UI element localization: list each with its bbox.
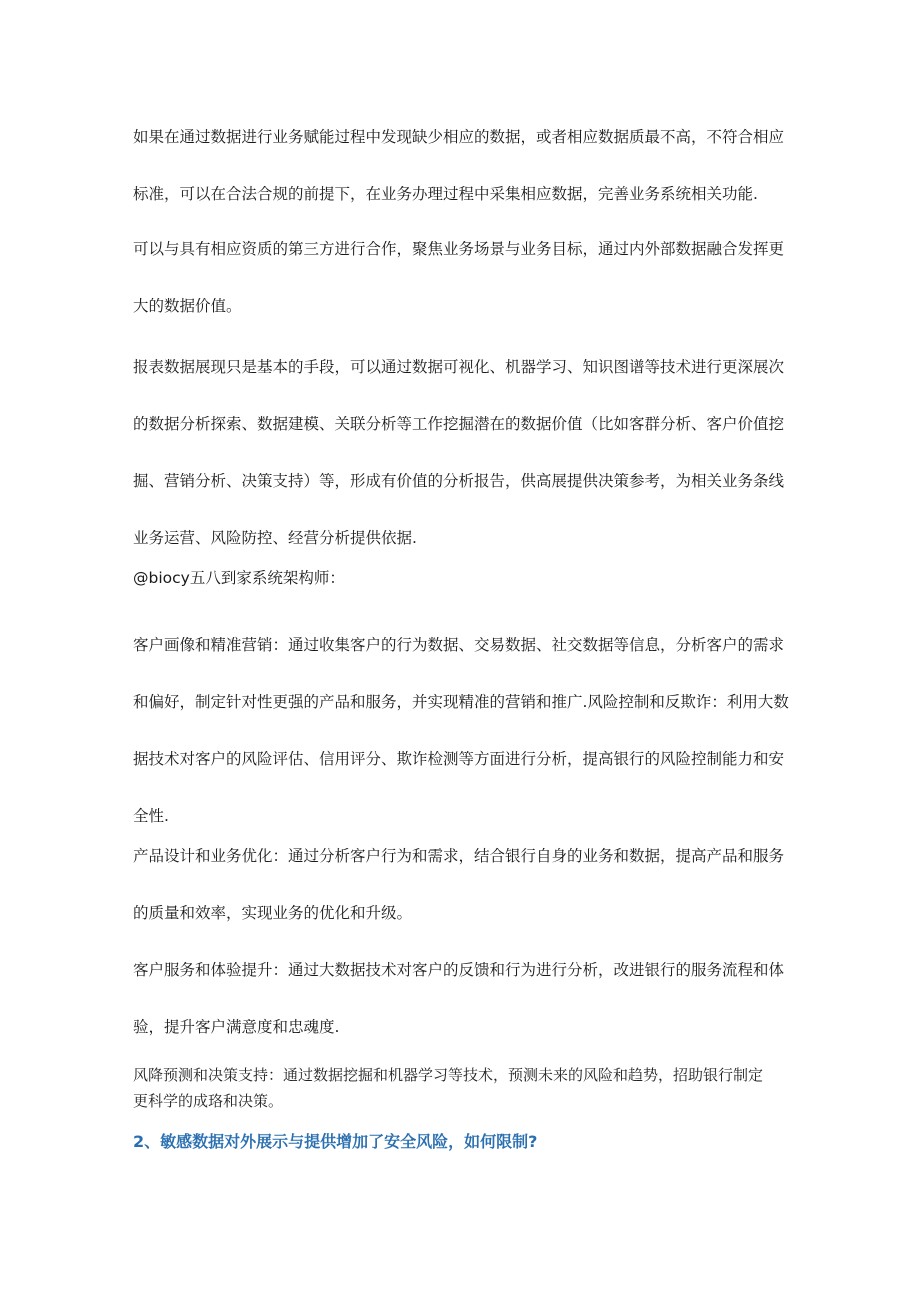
text-line: 标准，可以在合法合规的前提下，在业务办理过程中采集相应数据，完善业务系统相关功能. bbox=[133, 185, 758, 203]
paragraph-third-party bbox=[133, 221, 793, 335]
text-line: 大的数据价值。 bbox=[133, 297, 242, 315]
text-line: 的数据分析探索、数据建模、关联分析等工作挖掘潜在的数据价值（比如客群分析、客户价值挖 bbox=[133, 415, 785, 433]
paragraph-report-analysis bbox=[133, 339, 793, 567]
paragraph-customer-service bbox=[133, 942, 793, 1056]
paragraph-author-mention bbox=[133, 550, 793, 607]
text-line: 客户画像和精准营销：通过收集客户的行为数据、交易数据、社交数据等信息，分析客户的需求 bbox=[133, 636, 785, 654]
paragraph-product-design bbox=[133, 828, 793, 942]
text-line: 掘、营销分析、决策支持）等，形成有价值的分析报告，供高展提供决策参考，为相关业务条线 bbox=[133, 472, 785, 490]
text-line: 全性. bbox=[133, 807, 169, 825]
section-heading: 2、敏感数据对外展示与提供增加了安全风险，如何限制? bbox=[133, 1132, 538, 1151]
paragraph-risk-forecast bbox=[133, 1062, 793, 1114]
paragraph-customer-profile bbox=[133, 617, 793, 845]
text-line: @biocy五八到家系统架构师： bbox=[133, 569, 345, 587]
text-line: 更科学的成珞和决策。 bbox=[133, 1092, 284, 1110]
text-line: 可以与具有相应资质的第三方进行合作，聚焦业务场景与业务目标，通过内外部数据融合发挥更 bbox=[133, 240, 785, 258]
text-line: 验，提升客户满意度和忠魂度. bbox=[133, 1018, 340, 1036]
text-line: 客户服务和体验提升：通过大数据技术对客户的反馈和行为进行分析，改进银行的服务流程和体 bbox=[133, 961, 785, 979]
text-line: 业务运营、风险防控、经营分析提供依据. bbox=[133, 529, 417, 547]
text-line: 报表数据展现只是基本的手段，可以通过数据可视化、机器学习、知识图谱等技术进行更深展次 bbox=[133, 358, 785, 376]
paragraph-data-collection bbox=[133, 109, 793, 223]
text-line: 如果在通过数据进行业务赋能过程中发现缺少相应的数据，或者相应数据质最不高，不符合相应 bbox=[133, 128, 785, 146]
text-line: 据技术对客户的风险评估、信用评分、欺诈检测等方面进行分析，提高银行的风险控制能力和安 bbox=[133, 750, 785, 768]
text-line: 的质量和效率，实现业务的优化和升级。 bbox=[133, 904, 413, 922]
text-line: 风降预测和决策支持：通过数据挖掘和机器学习等技术，预测未来的风险和趋势，招助银行制定 bbox=[133, 1066, 764, 1084]
text-line: 和偏好，制定针对性更强的产品和服务，并实现精准的营销和推广.风险控制和反欺诈：利用大数 bbox=[133, 693, 789, 711]
text-line: 产品设计和业务优化：通过分析客户行为和需求，结合银行自身的业务和数据，提高产品和服务 bbox=[133, 847, 785, 865]
